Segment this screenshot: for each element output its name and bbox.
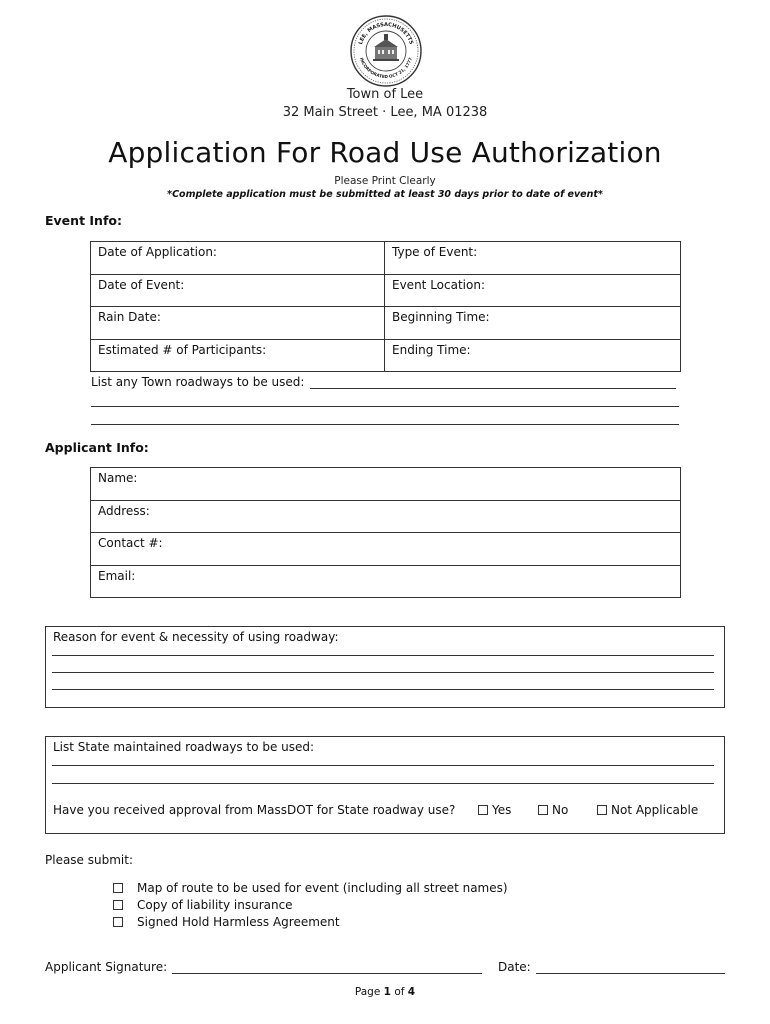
participants-field[interactable]: Estimated # of Participants: bbox=[91, 340, 385, 372]
town-roadways-line-1[interactable] bbox=[310, 388, 676, 389]
reason-label: Reason for event & necessity of using roadway: bbox=[53, 630, 339, 644]
insurance-checkbox[interactable] bbox=[113, 900, 123, 910]
reason-line-3[interactable] bbox=[52, 689, 714, 690]
svg-text:LEE, MASSACHUSETTS: LEE, MASSACHUSETTS bbox=[357, 21, 415, 46]
page-word: Page bbox=[354, 986, 381, 998]
rain-date-field[interactable]: Rain Date: bbox=[91, 307, 385, 340]
print-instruction: Please Print Clearly bbox=[334, 175, 436, 187]
state-roadways-box bbox=[45, 736, 725, 834]
please-submit-heading: Please submit: bbox=[45, 853, 134, 867]
page-title: Application For Road Use Authorization bbox=[108, 136, 662, 169]
not-applicable-checkbox[interactable] bbox=[597, 805, 607, 815]
option-not-applicable[interactable] bbox=[597, 803, 698, 817]
date-of-event-field[interactable]: Date of Event: bbox=[91, 275, 385, 307]
not-applicable-label: Not Applicable bbox=[611, 803, 699, 817]
map-item-label: Map of route to be used for event (including all street names) bbox=[137, 881, 508, 895]
applicant-contact-field[interactable]: Contact #: bbox=[91, 533, 681, 566]
applicant-name-field[interactable]: Name: bbox=[91, 468, 681, 501]
map-checkbox[interactable] bbox=[113, 883, 123, 893]
event-info-table bbox=[90, 241, 681, 372]
signature-label: Applicant Signature: bbox=[45, 960, 168, 974]
state-roadways-label: List State maintained roadways to be used: bbox=[53, 740, 315, 754]
insurance-item-label: Copy of liability insurance bbox=[137, 898, 293, 912]
no-label: No bbox=[552, 803, 569, 817]
date-label: Date: bbox=[498, 960, 531, 974]
page-number bbox=[0, 986, 770, 998]
town-roadways-line-3[interactable] bbox=[91, 424, 679, 425]
reason-box bbox=[45, 626, 725, 708]
town-name: Town of Lee bbox=[346, 87, 424, 102]
applicant-info-table bbox=[90, 467, 681, 598]
town-roadways-label: List any Town roadways to be used: bbox=[91, 375, 305, 389]
town-seal-logo bbox=[349, 14, 423, 88]
beginning-time-field[interactable]: Beginning Time: bbox=[385, 307, 681, 340]
type-of-event-field[interactable]: Type of Event: bbox=[385, 242, 681, 275]
agreement-checkbox[interactable] bbox=[113, 917, 123, 927]
yes-checkbox[interactable] bbox=[478, 805, 488, 815]
date-of-application-field[interactable]: Date of Application: bbox=[91, 242, 385, 275]
option-no[interactable] bbox=[538, 803, 568, 817]
town-roadways-line-2[interactable] bbox=[91, 406, 679, 407]
option-yes[interactable] bbox=[478, 803, 511, 817]
state-roadways-line-2[interactable] bbox=[52, 783, 714, 784]
applicant-info-heading: Applicant Info: bbox=[45, 440, 149, 455]
svg-text:INCORPORATED OCT 21, 1777: INCORPORATED OCT 21, 1777 bbox=[358, 56, 414, 80]
yes-label: Yes bbox=[492, 803, 512, 817]
page-total: 4 bbox=[407, 986, 416, 998]
signature-line[interactable] bbox=[172, 973, 482, 974]
submit-item-insurance bbox=[113, 898, 293, 912]
applicant-email-field[interactable]: Email: bbox=[91, 566, 681, 598]
no-checkbox[interactable] bbox=[538, 805, 548, 815]
ending-time-field[interactable]: Ending Time: bbox=[385, 340, 681, 372]
submit-item-map bbox=[113, 881, 508, 895]
agreement-item-label: Signed Hold Harmless Agreement bbox=[137, 915, 340, 929]
submit-item-agreement bbox=[113, 915, 340, 929]
date-line[interactable] bbox=[536, 973, 725, 974]
massdot-question: Have you received approval from MassDOT for State roadway use? bbox=[53, 803, 456, 817]
page-current: 1 bbox=[383, 986, 391, 998]
state-roadways-line-1[interactable] bbox=[52, 765, 714, 766]
town-address: 32 Main Street · Lee, MA 01238 bbox=[282, 105, 488, 120]
event-location-field[interactable]: Event Location: bbox=[385, 275, 681, 307]
applicant-address-field[interactable]: Address: bbox=[91, 501, 681, 533]
of-word: of bbox=[394, 986, 405, 998]
event-info-heading: Event Info: bbox=[45, 213, 122, 228]
reason-line-2[interactable] bbox=[52, 672, 714, 673]
reason-line-1[interactable] bbox=[52, 655, 714, 656]
submission-notice: *Complete application must be submitted at least 30 days prior to date of event* bbox=[167, 189, 603, 200]
